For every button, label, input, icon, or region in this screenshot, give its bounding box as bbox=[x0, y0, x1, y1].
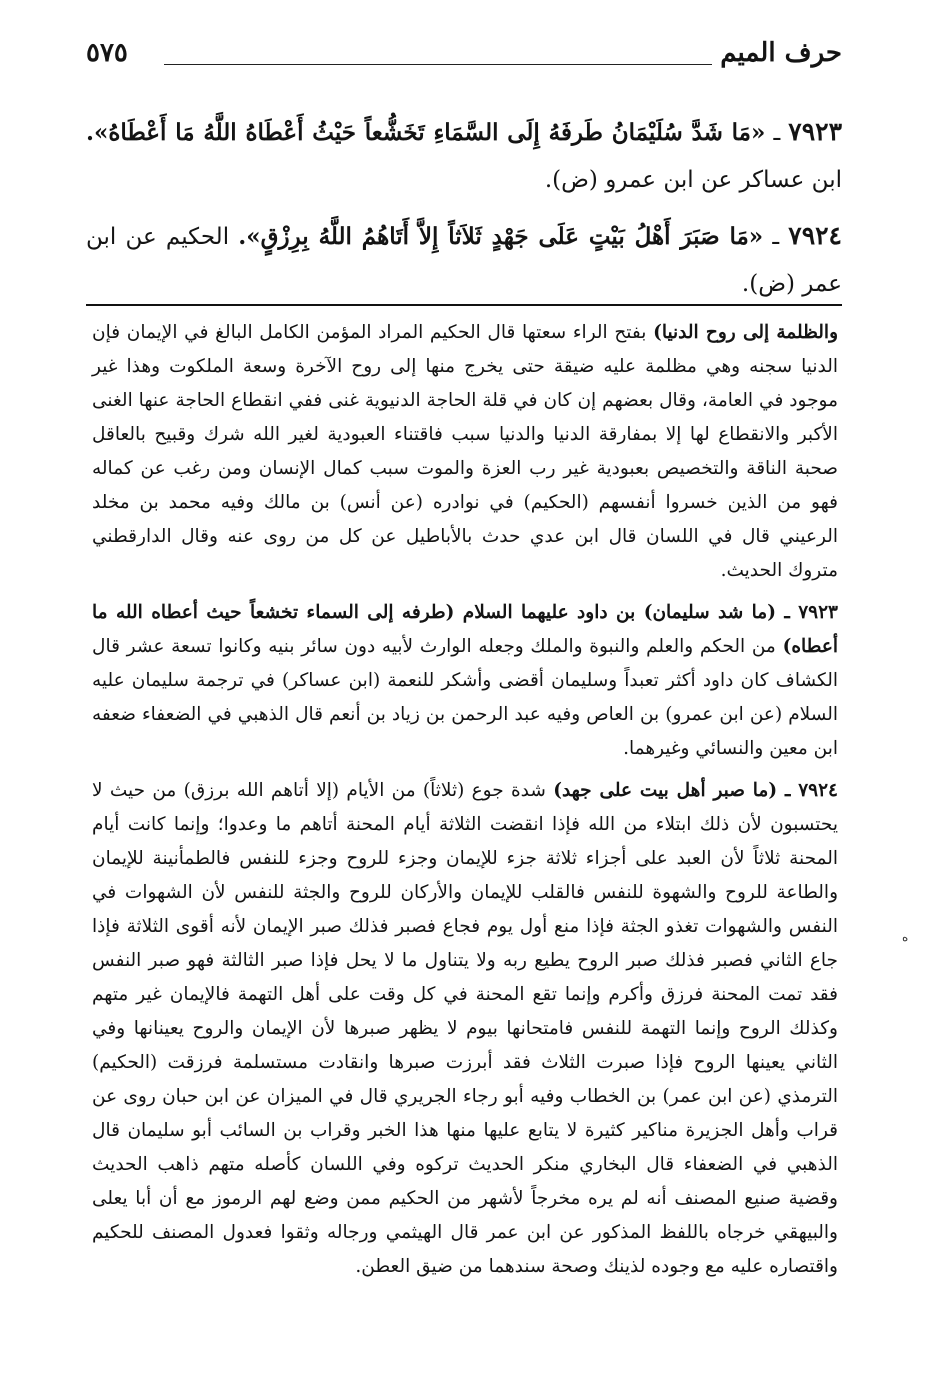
commentary-text: شدة جوع (ثلاثاً) من الأيام (إلا أتاهم الله برزق) من حيث لا يحتسبون لأن ذلك ابتلاء من الله فإذا انقضت الثلاثة أيام المحنة أتاهم ما وعدوا؛ وإنما كانت أيام المحنة ثلاثاً لأن العبد على أجزاء ثلاثة جزء للإيمان وجزء للروح وجزء للنفس فالطمأنينة للإيمان والطاعة للروح والشهوة للنفس فالقلب للإيمان والأركان للروح والجثة للنفس لأن الشهوات في النفس والشهوات تغذو الجثة فإذا منع أول يوم فجاع فصبر فذلك صبر الإيمان لأنه أقوى الثلاثة فإذا جاع الثاني فصبر فذلك صبر الروح يطيع ربه ولا يتناول ما لا يحل فإذا صبر الثالثة فهو صبر النفس فقد تمت المحنة فرزق وأكرم وإنما تقع المحنة في كل وقت على أهل التهمة فالإيمان غير متهم وكذلك الروح وإنما التهمة للنفس فامتحانها بيوم لا يظهر صبرها لأن الإيمان والروح يعينانها وفي الثاني يعينها الروح فإذا صبرت الثلاث فقد أبرزت صبرها وانقادت مستسلمة فرزقت (الحكيم) الترمذي (عن ابن عمر) بن الخطاب وفيه أبو رجاء الجريري قال في الميزان عن ابن حبان روى عن قراب وأهل الجزيرة مناكير كثيرة لا يتابع عليها منها هذا الخبر وقراب بن السائب أبو سليمان قال الذهبي في الضعفاء قال البخاري منكر الحديث تركوه وفي اللسان كأصله متهم ذاهب الحديث وقضية صنيع المصنف أنه لم يره مخرجاً لأشهر من الحكيم ممن وضع لهم الرموز مع أن أبا يعلى والبيهقي خرجاه باللفظ المذكور عن ابن عمر قال الهيثمي ورجاله وثقوا فعدول المصنف للحكيم واقتصاره عليه مع وجوده لذينك وصحة سندهما من ضيق العطن. bbox=[92, 780, 838, 1277]
hadith-7924 bbox=[86, 212, 842, 308]
commentary-text: من الحكم والعلم والنبوة والملك وجعله الوارث لأبيه دون سائر بنيه وكانوا تسعة عشر قال الكشاف كان داود أكثر تعبداً وسليمان أقضى وأشكر للنعمة (ابن عساكر) في ترجمة سليمان عليه السلام (عن ابن عمرو) بن العاص وفيه عبد الرحمن بن زياد بن أنعم قال الذهبي في الضعفاء ضعفه ابن معين والنسائي وغيرهما. bbox=[92, 636, 838, 759]
page-number: ٥٧٥ bbox=[86, 38, 128, 68]
margin-mark: ه bbox=[902, 930, 909, 944]
header-rule bbox=[164, 64, 712, 65]
hadith-number: ٧٩٢٣ bbox=[788, 117, 842, 146]
commentary-section bbox=[92, 316, 838, 1292]
commentary-paragraph-7924 bbox=[92, 774, 838, 1284]
main-text bbox=[86, 108, 842, 316]
hadith-text: «مَا شَدَّ سُلَيْمَانُ طَرفَهُ إِلَى السَّمَاءِ تَخَشُّعاً حَيْثُ أَعْطَاهُ اللَّهُ مَا أَعْطَاهُ». bbox=[86, 119, 766, 146]
commentary-lead: والظلمة إلى روح الدنيا) bbox=[653, 322, 839, 343]
footnote-separator bbox=[86, 304, 842, 306]
commentary-lead: ٧٩٢٤ ـ (ما صبر أهل بيت على جهد) bbox=[553, 780, 838, 801]
hadith-number: ٧٩٢٤ bbox=[788, 221, 842, 250]
commentary-paragraph-1 bbox=[92, 316, 838, 588]
page-header bbox=[86, 34, 842, 82]
commentary-paragraph-7923 bbox=[92, 596, 838, 766]
hadith-source: الحكيم عن ابن عمر (ض). bbox=[86, 224, 842, 297]
commentary-lead: ٧٩٢٣ ـ (ما شد سليمان) بن داود عليهما السلام (طرفه إلى السماء تخشعاً حيث أعطاه الله ما أعطاه) bbox=[92, 602, 838, 657]
hadith-dash: ـ bbox=[763, 224, 789, 250]
commentary-text: بفتح الراء سعتها قال الحكيم المراد المؤمن الكامل البالغ في الإيمان فإن الدنيا سجنه وهي مظلمة عليه ضيقة حتى يخرج منها إلى روح الآخرة وسعة الملكوت وهذا غير موجود في العامة، وقال بعضهم إن كان في قلة الحاجة الدنيوية غنى ففي انقطاع الحاجة عنها الغنى الأكبر والانقطاع لها إلا بمفارقة الدنيا والدنيا سبب فاقتناء العبودية لغير الله شرك وقبيح بالعاقل صحبة الناقة والتخصيص بعبودية غير رب العزة والموت سبب كمال الإنسان ومن رغب عن كماله فهو من الذين خسروا أنفسهم (الحكيم) في نوادره (عن أنس) بن مالك وفيه محمد بن مخلد الرعيني قال في اللسان قال ابن عدي حدث بالأباطيل عن كل من روى عنه وقال الدارقطني متروك الحديث. bbox=[92, 322, 838, 581]
hadith-text: «مَا صَبَرَ أَهْلُ بَيْتٍ عَلَى جَهْدٍ ثَلاَثاً إِلاَّ أَتَاهُمُ اللَّهُ بِرِزْقٍ». bbox=[238, 223, 764, 250]
chapter-title: حرف الميم bbox=[720, 38, 842, 68]
hadith-7923 bbox=[86, 108, 842, 204]
hadith-source: ابن عساكر عن ابن عمرو (ض). bbox=[544, 167, 842, 193]
hadith-dash: ـ bbox=[765, 120, 789, 146]
